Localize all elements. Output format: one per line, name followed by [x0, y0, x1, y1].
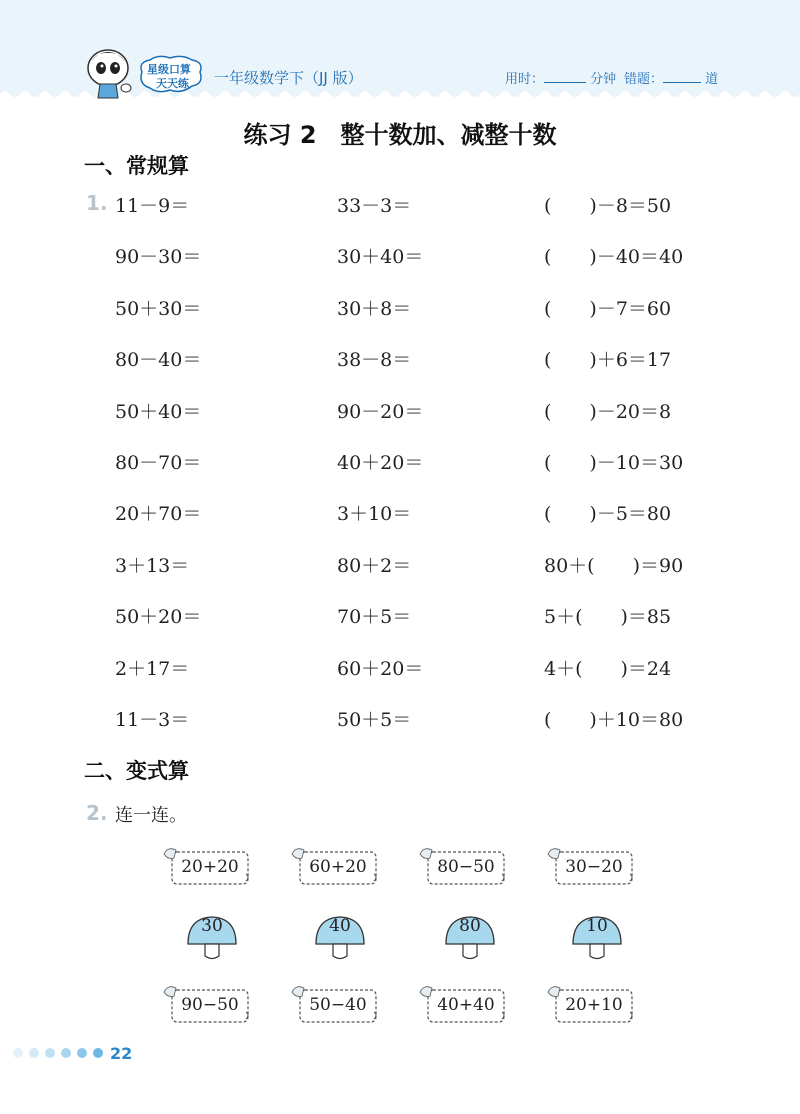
mushroom-value: 80 [459, 916, 481, 936]
equation-3-9[interactable]: 5＋( )＝85 [544, 606, 672, 628]
instruction-connect: 连一连。 [115, 805, 187, 826]
brand-line-2: 天天练 [156, 77, 189, 90]
book-title: 一年级数学下（JJ 版） [214, 69, 363, 87]
brand-line-1: 星级口算 [147, 63, 191, 76]
time-blank[interactable] [544, 70, 586, 83]
expression-text: 20+20 [181, 857, 239, 877]
equation-2-8[interactable]: 80＋2＝ [337, 555, 412, 577]
errors-blank[interactable] [663, 70, 701, 83]
equation-1-5[interactable]: 50＋40＝ [115, 401, 202, 423]
equation-3-5[interactable]: ( )－20＝8 [544, 401, 672, 423]
expression-card[interactable] [290, 846, 378, 886]
expression-card[interactable] [290, 984, 378, 1024]
errors-unit: 道 [705, 72, 719, 87]
mushroom-answer[interactable] [312, 914, 368, 962]
equation-2-6[interactable]: 40＋20＝ [337, 452, 424, 474]
equation-3-2[interactable]: ( )－40＝40 [544, 246, 684, 268]
question-number-1: 1. [86, 191, 108, 215]
expression-text: 40+40 [437, 995, 495, 1015]
equation-2-4[interactable]: 38－8＝ [337, 349, 412, 371]
expression-text: 80−50 [437, 857, 495, 877]
page-number: 22 [110, 1044, 133, 1063]
question-number-2: 2. [86, 801, 108, 825]
errors-field [624, 68, 718, 87]
equation-2-7[interactable]: 3＋10＝ [337, 503, 412, 525]
expression-text: 60+20 [309, 857, 367, 877]
mascot-icon [78, 44, 138, 100]
equation-2-9[interactable]: 70＋5＝ [337, 606, 412, 628]
expression-text: 30−20 [565, 857, 623, 877]
footer-dots-decoration [12, 1046, 108, 1060]
expression-card[interactable] [418, 846, 506, 886]
mushroom-answer[interactable] [184, 914, 240, 962]
expression-card[interactable] [162, 984, 250, 1024]
equation-1-3[interactable]: 50＋30＝ [115, 298, 202, 320]
equation-2-10[interactable]: 60＋20＝ [337, 658, 424, 680]
mushroom-answer[interactable] [442, 914, 498, 962]
equation-3-4[interactable]: ( )＋6＝17 [544, 349, 672, 371]
equation-3-3[interactable]: ( )－7＝60 [544, 298, 672, 320]
time-field [505, 68, 616, 87]
equation-2-1[interactable]: 33－3＝ [337, 195, 412, 217]
expression-card[interactable] [418, 984, 506, 1024]
equation-3-7[interactable]: ( )－5＝80 [544, 503, 672, 525]
section-heading-regular: 一、常规算 [84, 154, 189, 178]
equation-1-1[interactable]: 11－9＝ [115, 195, 190, 217]
equation-3-11[interactable]: ( )＋10＝80 [544, 709, 684, 731]
equation-1-4[interactable]: 80－40＝ [115, 349, 202, 371]
mushroom-value: 40 [329, 916, 351, 936]
equation-3-10[interactable]: 4＋( )＝24 [544, 658, 672, 680]
equation-1-11[interactable]: 11－3＝ [115, 709, 190, 731]
section-heading-variant: 二、变式算 [84, 759, 189, 783]
expression-text: 50−40 [309, 995, 367, 1015]
equation-3-1[interactable]: ( )－8＝50 [544, 195, 672, 217]
equation-3-6[interactable]: ( )－10＝30 [544, 452, 684, 474]
page-header [0, 0, 800, 100]
equation-1-2[interactable]: 90－30＝ [115, 246, 202, 268]
equation-1-6[interactable]: 80－70＝ [115, 452, 202, 474]
expression-card[interactable] [546, 846, 634, 886]
expression-text: 20+10 [565, 995, 623, 1015]
equation-1-10[interactable]: 2＋17＝ [115, 658, 190, 680]
time-label: 用时： [505, 72, 545, 87]
expression-card[interactable] [546, 984, 634, 1024]
page-title: 练习 2 整十数加、减整十数 [243, 121, 557, 149]
equation-1-9[interactable]: 50＋20＝ [115, 606, 202, 628]
mushroom-value: 10 [586, 916, 608, 936]
equation-2-11[interactable]: 50＋5＝ [337, 709, 412, 731]
equation-3-8[interactable]: 80＋( )＝90 [544, 555, 684, 577]
mushroom-value: 30 [201, 916, 223, 936]
equation-2-2[interactable]: 30＋40＝ [337, 246, 424, 268]
equation-2-5[interactable]: 90－20＝ [337, 401, 424, 423]
time-unit: 分钟 [590, 72, 617, 87]
expression-card[interactable] [162, 846, 250, 886]
brand-logo [136, 54, 206, 94]
equation-1-7[interactable]: 20＋70＝ [115, 503, 202, 525]
equation-2-3[interactable]: 30＋8＝ [337, 298, 412, 320]
expression-text: 90−50 [181, 995, 239, 1015]
mushroom-answer[interactable] [569, 914, 625, 962]
equation-1-8[interactable]: 3＋13＝ [115, 555, 190, 577]
errors-label: 错题： [624, 72, 664, 87]
